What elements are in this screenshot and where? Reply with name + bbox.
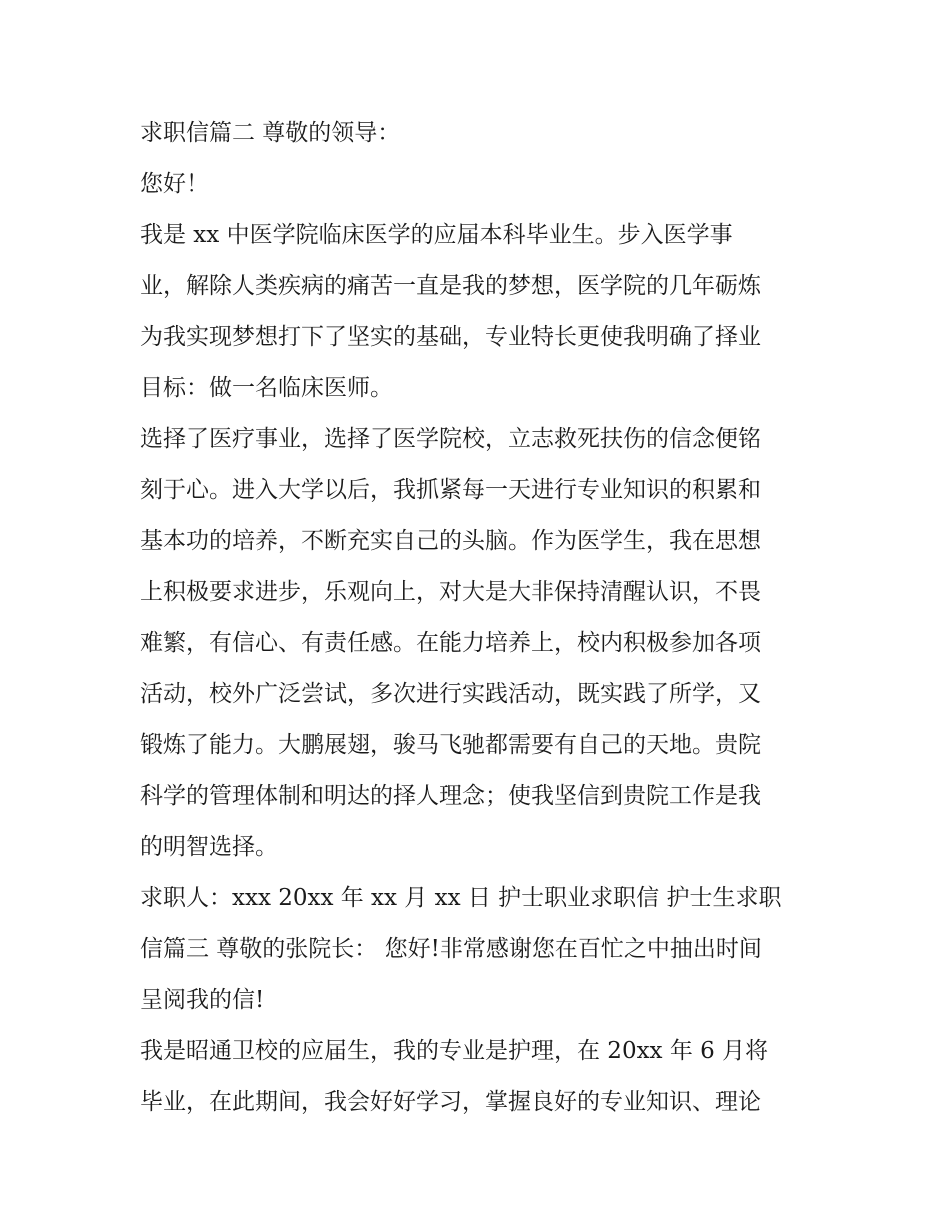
text-line: 我是 xx 中医学院临床医学的应届本科毕业生。步入医学事 — [140, 222, 733, 248]
text-line: 目标：做一名临床医师。 — [140, 375, 393, 401]
text-line: 为我实现梦想打下了坚实的基础，专业特长更使我明确了择业 — [140, 324, 761, 350]
text-line: 求职人：xxx 20xx 年 xx 月 xx 日 护士职业求职信 护士生求职 — [140, 885, 782, 911]
text-line: 求职信篇二 尊敬的领导： — [140, 120, 401, 146]
text-line: 毕业，在此期间，我会好好学习，掌握良好的专业知识、理论 — [140, 1089, 761, 1115]
text-line: 活动，校外广泛尝试，多次进行实践活动，既实践了所学，又 — [140, 681, 761, 707]
text-line: 的明智选择。 — [140, 834, 278, 860]
text-line: 选择了医疗事业，选择了医学院校，立志救死扶伤的信念便铭 — [140, 426, 761, 452]
text-line: 难繁，有信心、有责任感。在能力培养上，校内积极参加各项 — [140, 630, 761, 656]
text-line: 科学的管理体制和明达的择人理念；使我坚信到贵院工作是我 — [140, 783, 761, 809]
text-line: 锻炼了能力。大鹏展翅，骏马飞驰都需要有自己的天地。贵院 — [140, 732, 761, 758]
text-line: 信篇三 尊敬的张院长： 您好!非常感谢您在百忙之中抽出时间 — [140, 936, 762, 962]
text-line: 呈阅我的信! — [140, 987, 265, 1013]
text-line: 上积极要求进步，乐观向上，对大是大非保持清醒认识，不畏 — [140, 579, 761, 605]
text-line: 基本功的培养，不断充实自己的头脑。作为医学生，我在思想 — [140, 528, 761, 554]
document-body — [140, 108, 815, 1128]
text-line: 业，解除人类疾病的痛苦一直是我的梦想，医学院的几年砺炼 — [140, 273, 761, 299]
text-line: 我是昭通卫校的应届生，我的专业是护理，在 20xx 年 6 月将 — [140, 1038, 769, 1064]
text-line: 您好！ — [140, 171, 209, 197]
text-line: 刻于心。进入大学以后，我抓紧每一天进行专业知识的积累和 — [140, 477, 761, 503]
